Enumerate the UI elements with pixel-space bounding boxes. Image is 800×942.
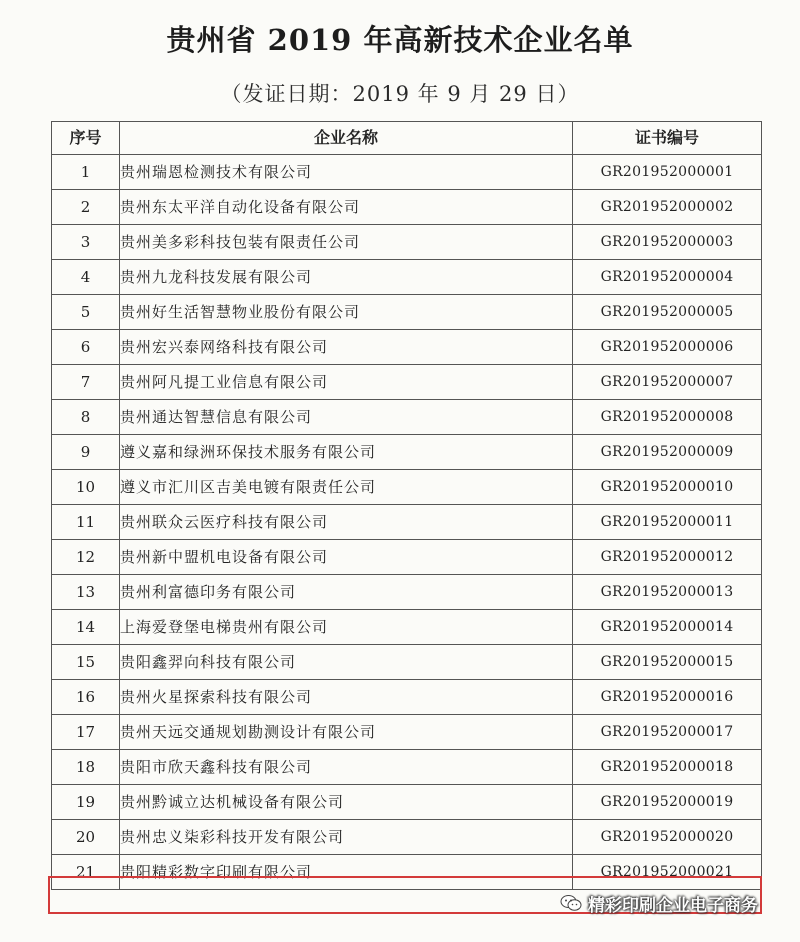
company-name: 贵州新中盟机电设备有限公司 [120,540,573,575]
row-index: 9 [52,435,120,470]
table-row [52,470,762,505]
row-index: 7 [52,365,120,400]
company-table [51,121,762,890]
row-index: 1 [52,155,120,190]
header-index: 序号 [52,122,120,155]
row-index: 15 [52,645,120,680]
certificate-number: GR201952000018 [573,750,762,785]
company-name: 贵州阿凡提工业信息有限公司 [120,365,573,400]
table-row [52,435,762,470]
table-row [52,365,762,400]
document-title: 贵州省 2019 年高新技术企业名单 [166,23,634,57]
company-name: 贵州火星探索科技有限公司 [120,680,573,715]
table-row [52,155,762,190]
certificate-number: GR201952000008 [573,400,762,435]
row-index: 13 [52,575,120,610]
row-index: 14 [52,610,120,645]
table-row [52,225,762,260]
table-row [52,400,762,435]
certificate-number: GR201952000009 [573,435,762,470]
certificate-number: GR201952000021 [573,855,762,890]
row-index: 20 [52,820,120,855]
certificate-number: GR201952000001 [573,155,762,190]
certificate-number: GR201952000006 [573,330,762,365]
table-row [52,260,762,295]
table-row [52,540,762,575]
row-index: 12 [52,540,120,575]
row-index: 18 [52,750,120,785]
company-name: 贵州联众云医疗科技有限公司 [120,505,573,540]
table-body [52,155,762,890]
certificate-number: GR201952000019 [573,785,762,820]
company-name: 贵州利富德印务有限公司 [120,575,573,610]
table-row [52,575,762,610]
row-index: 16 [52,680,120,715]
row-index: 21 [52,855,120,890]
company-name: 贵州通达智慧信息有限公司 [120,400,573,435]
certificate-number: GR201952000013 [573,575,762,610]
table-row [52,190,762,225]
company-name: 贵州宏兴泰网络科技有限公司 [120,330,573,365]
issue-date-subtitle: （发证日期：2019 年 9 月 29 日） [220,82,580,106]
row-index: 11 [52,505,120,540]
table-row [52,785,762,820]
certificate-number: GR201952000020 [573,820,762,855]
company-name: 遵义市汇川区吉美电镀有限责任公司 [120,470,573,505]
certificate-number: GR201952000010 [573,470,762,505]
row-index: 17 [52,715,120,750]
certificate-number: GR201952000007 [573,365,762,400]
certificate-number: GR201952000002 [573,190,762,225]
row-index: 5 [52,295,120,330]
row-index: 2 [52,190,120,225]
company-name: 贵阳精彩数字印刷有限公司 [120,855,573,890]
company-name: 遵义嘉和绿洲环保技术服务有限公司 [120,435,573,470]
header-company-name: 企业名称 [120,122,573,155]
company-name: 上海爱登堡电梯贵州有限公司 [120,610,573,645]
certificate-number: GR201952000004 [573,260,762,295]
certificate-number: GR201952000014 [573,610,762,645]
table-row [52,610,762,645]
wechat-icon [560,894,582,912]
row-index: 8 [52,400,120,435]
table-row [52,750,762,785]
row-index: 6 [52,330,120,365]
table-header-row [52,122,762,155]
certificate-number: GR201952000016 [573,680,762,715]
certificate-number: GR201952000003 [573,225,762,260]
table-row [52,680,762,715]
company-name: 贵州瑞恩检测技术有限公司 [120,155,573,190]
table-row [52,295,762,330]
company-name: 贵阳市欣天鑫科技有限公司 [120,750,573,785]
table-row [52,330,762,365]
certificate-number: GR201952000015 [573,645,762,680]
certificate-number: GR201952000012 [573,540,762,575]
watermark-text: 精彩印刷企业电子商务 [588,895,758,916]
company-name: 贵阳鑫羿向科技有限公司 [120,645,573,680]
company-name: 贵州九龙科技发展有限公司 [120,260,573,295]
row-index: 4 [52,260,120,295]
company-name: 贵州好生活智慧物业股份有限公司 [120,295,573,330]
row-index: 19 [52,785,120,820]
company-name: 贵州黔诚立达机械设备有限公司 [120,785,573,820]
watermark [560,888,758,918]
company-name: 贵州美多彩科技包装有限责任公司 [120,225,573,260]
table-row [52,505,762,540]
company-name: 贵州东太平洋自动化设备有限公司 [120,190,573,225]
table-row [52,820,762,855]
table-row [52,715,762,750]
header-certificate-no: 证书编号 [573,122,762,155]
certificate-number: GR201952000011 [573,505,762,540]
row-index: 10 [52,470,120,505]
row-index: 3 [52,225,120,260]
company-name: 贵州忠义柒彩科技开发有限公司 [120,820,573,855]
certificate-number: GR201952000017 [573,715,762,750]
company-name: 贵州天远交通规划勘测设计有限公司 [120,715,573,750]
table-row [52,645,762,680]
certificate-number: GR201952000005 [573,295,762,330]
